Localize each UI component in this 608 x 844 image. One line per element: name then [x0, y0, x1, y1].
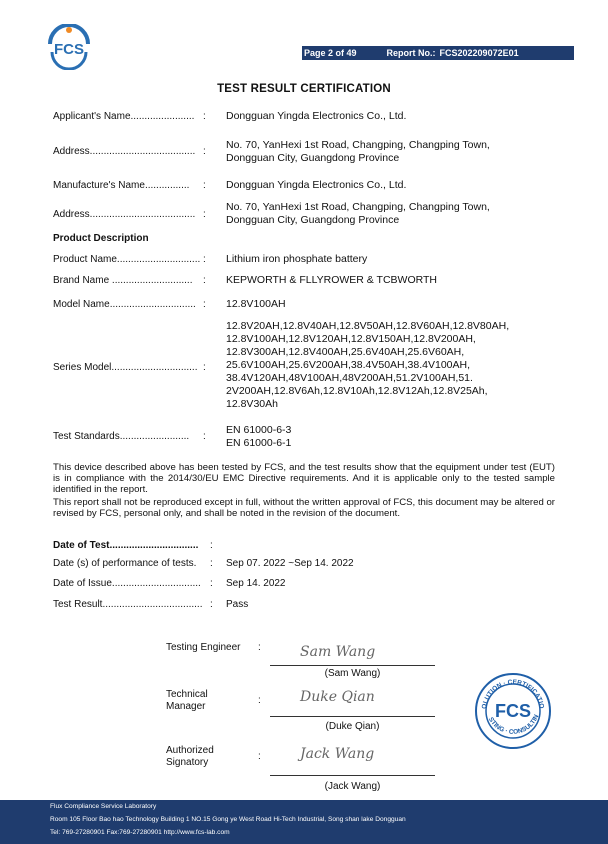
brand-name: KEPWORTH & FLLYROWER & TCBWORTH [226, 274, 437, 286]
colon: : [203, 275, 206, 286]
certification-seal [474, 672, 552, 750]
testing-engineer-role: Testing Engineer [166, 642, 241, 653]
address-line: Dongguan City, Guangdong Province [226, 152, 400, 164]
colon: : [258, 695, 261, 706]
technical-manager-name: (Duke Qian) [325, 721, 380, 732]
brand-name-label: Brand Name ............................. [53, 275, 193, 286]
role-line: Manager [166, 701, 206, 712]
report-label: Report No.: [386, 48, 436, 58]
seal-bottom-text: STING · CONSULTIN [486, 713, 541, 736]
product-name: Lithium iron phosphate battery [226, 253, 368, 265]
product-name-label: Product Name.............................. [53, 254, 201, 265]
signature-image: Duke Qian [300, 689, 375, 705]
address-line: No. 70, YanHexi 1st Road, Changping, Changping Town, [226, 201, 490, 213]
technical-manager-role [166, 689, 208, 713]
issue-date: Sep 14. 2022 [226, 578, 286, 589]
authorized-signatory-role [166, 745, 214, 769]
colon: : [203, 299, 206, 310]
applicant-name-label: Applicant's Name....................... [53, 111, 195, 122]
test-result-label: Test Result.................................... [53, 599, 203, 610]
performance-date: Sep 07. 2022 ~Sep 14. 2022 [226, 558, 354, 569]
product-description-heading: Product Description [53, 233, 149, 244]
colon: : [258, 751, 261, 762]
series-model-label: Series Model............................... [53, 362, 198, 373]
colon: : [203, 180, 206, 191]
test-result: Pass [226, 599, 249, 610]
report-header-bar [302, 46, 574, 60]
seal-top-text: OLUTION · CERTIFICATIO [481, 678, 545, 710]
test-standards-label: Test Standards......................... [53, 431, 190, 442]
colon: : [203, 254, 206, 265]
footer-contact: Tel: 769-27280901 Fax:769-27280901 http://www.fcs-lab.com [50, 829, 230, 836]
address-line: No. 70, YanHexi 1st Road, Changping, Changping Town, [226, 139, 490, 151]
compliance-statement: This device described above has been tested by FCS, and the test results show that the equipment under test (EUT) is in compliance with the 2014/30/EU EMC Directive requirements. And it is applicable only to the tested sample identified in the report. [53, 462, 555, 495]
performance-date-label: Date (s) of performance of tests. [53, 558, 197, 569]
applicant-address-label: Address...................................... [53, 146, 196, 157]
signature-image: Jack Wang [300, 746, 375, 762]
testing-engineer-name: (Sam Wang) [324, 668, 381, 679]
date-of-test-label: Date of Test................................ [53, 540, 199, 551]
test-standards [226, 424, 291, 450]
page-footer [0, 800, 608, 844]
applicant-name: Dongguan Yingda Electronics Co., Ltd. [226, 110, 407, 122]
role-line: Technical [166, 689, 208, 700]
colon: : [203, 362, 206, 373]
colon: : [203, 209, 206, 220]
role-line: Signatory [166, 757, 209, 768]
standard-item: EN 61000-6-1 [226, 437, 292, 449]
colon: : [203, 431, 206, 442]
manufacturer-address [226, 201, 490, 227]
series-line: 25.6V100AH,25.6V200AH,38.4V50AH,38.4V100AH, [226, 359, 471, 371]
standard-item: EN 61000-6-3 [226, 424, 292, 436]
report-number: FCS202209072E01 [439, 48, 519, 58]
colon: : [258, 642, 261, 653]
series-model-list [226, 320, 509, 411]
applicant-address [226, 139, 490, 165]
colon: : [203, 111, 206, 122]
page-label: Page 2 of 49 [304, 48, 357, 58]
colon: : [203, 146, 206, 157]
footer-address: Room 105 Floor Bao hao Technology Building 1 NO.15 Gong ye West Road Hi-Tech Industrial, Song shan lake Dongguan [50, 816, 406, 823]
signature-line [270, 665, 435, 666]
series-line: 12.8V20AH,12.8V40AH,12.8V50AH,12.8V60AH,12.8V80AH, [226, 320, 510, 332]
authorized-signatory-name: (Jack Wang) [324, 781, 381, 792]
address-line: Dongguan City, Guangdong Province [226, 214, 400, 226]
model-name-label: Model Name............................... [53, 299, 196, 310]
colon: : [210, 599, 213, 610]
series-line: 2V200AH,12.8V6Ah,12.8V10Ah,12.8V12Ah,12.8V25Ah, [226, 385, 488, 397]
colon: : [210, 540, 213, 551]
page-title: TEST RESULT CERTIFICATION [217, 83, 391, 95]
series-line: 12.8V100AH,12.8V120AH,12.8V150AH,12.8V200AH, [226, 333, 476, 345]
manufacturer-name: Dongguan Yingda Electronics Co., Ltd. [226, 179, 407, 191]
series-line: 12.8V30Ah [226, 398, 278, 410]
signature-line [270, 716, 435, 717]
series-line: 12.8V300AH,12.8V400AH,25.6V40AH,25.6V60AH, [226, 346, 465, 358]
signature-image: Sam Wang [300, 644, 376, 660]
issue-date-label: Date of Issue................................ [53, 578, 201, 589]
manufacturer-address-label: Address...................................... [53, 209, 196, 220]
series-line: 38.4V120AH,48V100AH,48V200AH,51.2V100AH,51. [226, 372, 473, 384]
seal-center-text: FCS [495, 701, 531, 721]
model-name: 12.8V100AH [226, 298, 286, 310]
reproduction-statement: This report shall not be reproduced except in full, without the written approval of FCS, this document may be altered or revised by FCS, personal only, and shall be noted in the revision of the document. [53, 497, 555, 519]
footer-lab-name: Flux Compliance Service Laboratory [50, 803, 157, 810]
manufacturer-name-label: Manufacture's Name................ [53, 180, 190, 191]
logo-text: FCS [54, 41, 84, 58]
fcs-logo [42, 24, 96, 70]
signature-line [270, 775, 435, 776]
colon: : [210, 578, 213, 589]
role-line: Authorized [166, 745, 214, 756]
colon: : [210, 558, 213, 569]
